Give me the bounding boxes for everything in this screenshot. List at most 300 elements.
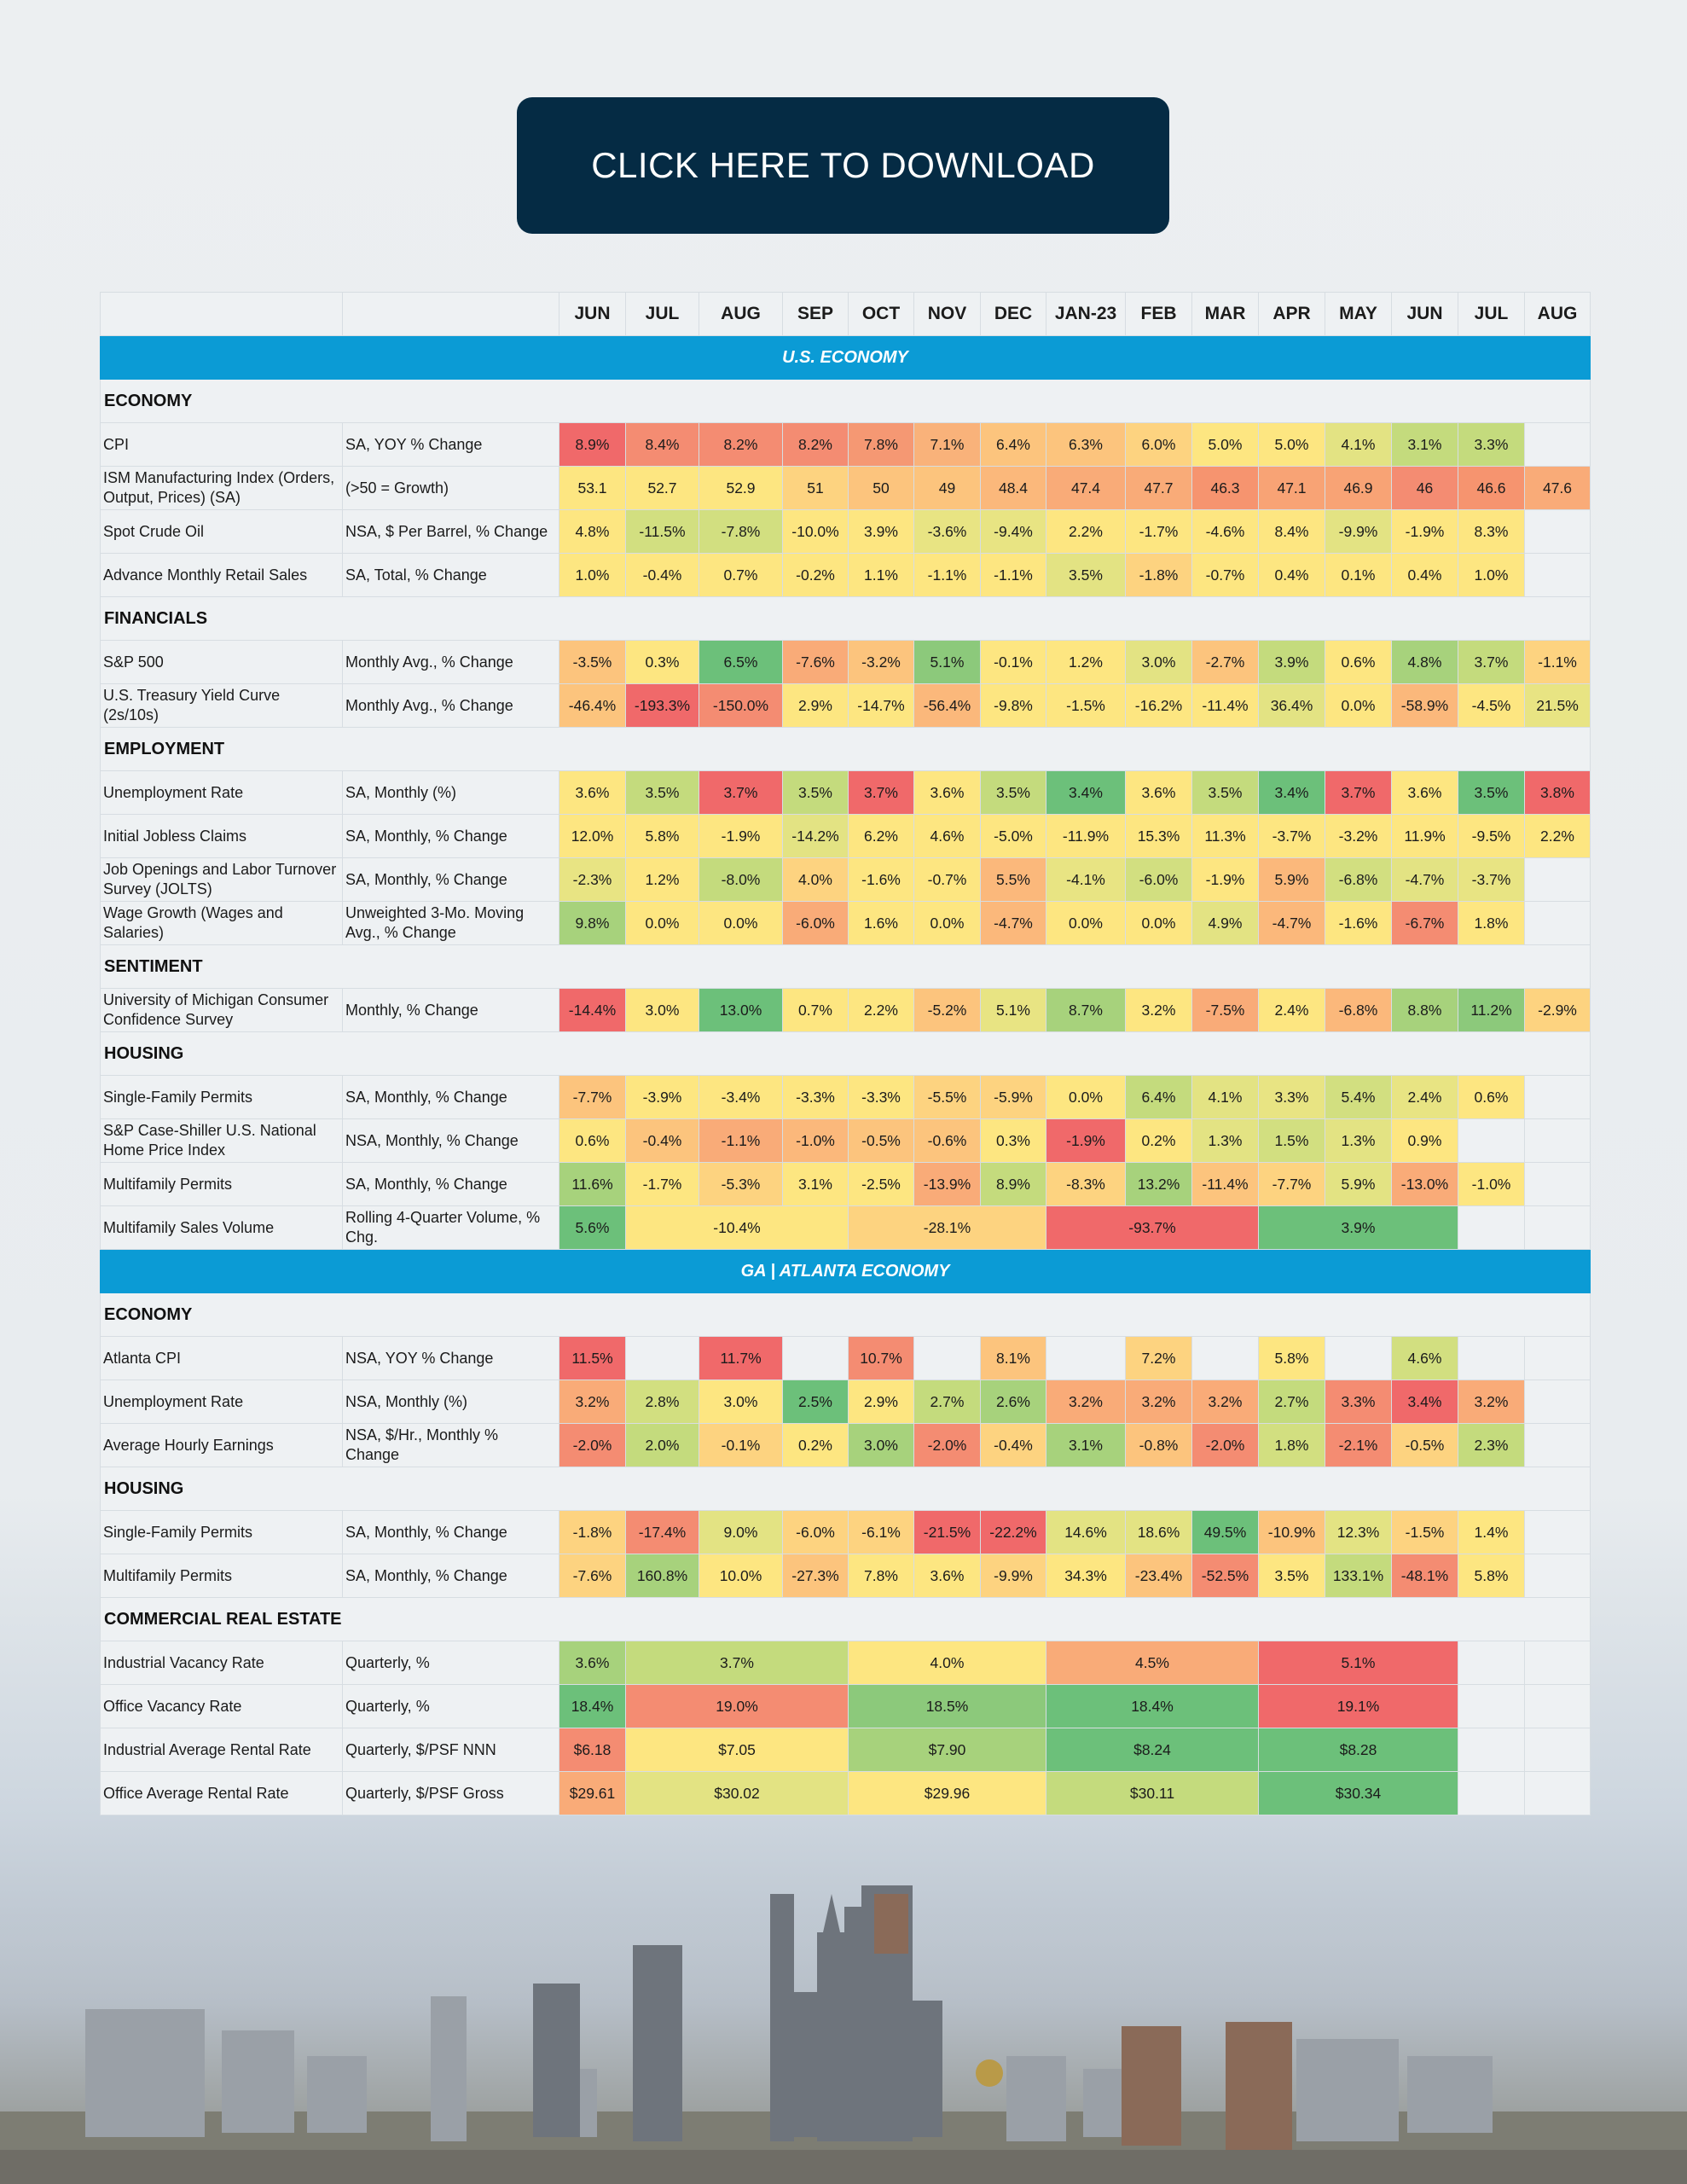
value-cell: -93.7% <box>1046 1206 1259 1250</box>
value-cell: 8.1% <box>981 1337 1046 1380</box>
value-cell: -9.4% <box>981 510 1046 554</box>
value-cell: -1.8% <box>1126 554 1192 597</box>
value-cell: 3.0% <box>1126 641 1192 684</box>
value-cell: -6.0% <box>783 1511 849 1554</box>
indicator-name: Advance Monthly Retail Sales <box>101 554 343 597</box>
value-cell: -3.9% <box>626 1076 699 1119</box>
value-cell: 3.4% <box>1392 1380 1458 1424</box>
value-cell: 0.4% <box>1392 554 1458 597</box>
value-cell: 3.6% <box>1392 771 1458 815</box>
value-cell: 0.9% <box>1392 1119 1458 1163</box>
value-cell: 18.4% <box>1046 1685 1259 1728</box>
value-cell: 7.8% <box>849 1554 914 1598</box>
value-cell: 3.9% <box>849 510 914 554</box>
value-cell: 0.0% <box>1046 902 1126 945</box>
value-cell: -14.4% <box>559 989 626 1032</box>
empty-cell <box>1458 1119 1525 1163</box>
value-cell: 47.7 <box>1126 467 1192 510</box>
value-cell: -0.4% <box>626 1119 699 1163</box>
value-cell: -58.9% <box>1392 684 1458 728</box>
value-cell: 3.9% <box>1259 641 1325 684</box>
value-cell: 5.8% <box>1259 1337 1325 1380</box>
value-cell: 11.3% <box>1192 815 1259 858</box>
value-cell: 1.0% <box>1458 554 1525 597</box>
value-cell: 4.6% <box>914 815 981 858</box>
section-banner-row <box>101 1250 1591 1293</box>
value-cell: 48.4 <box>981 467 1046 510</box>
value-cell: -56.4% <box>914 684 981 728</box>
value-cell: -1.7% <box>626 1163 699 1206</box>
value-cell: 18.5% <box>849 1685 1046 1728</box>
indicator-name: Multifamily Permits <box>101 1554 343 1598</box>
empty-cell <box>1325 1337 1392 1380</box>
value-cell: $7.05 <box>626 1728 849 1772</box>
indicator-unit: SA, Monthly, % Change <box>343 1163 559 1206</box>
value-cell: 3.3% <box>1259 1076 1325 1119</box>
value-cell: 8.2% <box>783 423 849 467</box>
value-cell: -9.9% <box>981 1554 1046 1598</box>
empty-cell <box>1525 902 1591 945</box>
value-cell: -5.0% <box>981 815 1046 858</box>
value-cell: 0.6% <box>1325 641 1392 684</box>
value-cell: -1.0% <box>1458 1163 1525 1206</box>
category-title: HOUSING <box>101 1467 1591 1511</box>
value-cell: -0.4% <box>981 1424 1046 1467</box>
value-cell: 3.6% <box>1126 771 1192 815</box>
value-cell: 7.1% <box>914 423 981 467</box>
value-cell: 3.3% <box>1325 1380 1392 1424</box>
value-cell: -1.9% <box>1192 858 1259 902</box>
value-cell: -3.3% <box>783 1076 849 1119</box>
value-cell: 5.6% <box>559 1206 626 1250</box>
value-cell: -3.2% <box>1325 815 1392 858</box>
value-cell: 13.0% <box>699 989 783 1032</box>
indicator-unit: SA, Monthly (%) <box>343 771 559 815</box>
month-header: DEC <box>981 293 1046 336</box>
value-cell: 4.5% <box>1046 1641 1259 1685</box>
value-cell: 11.9% <box>1392 815 1458 858</box>
value-cell: 2.2% <box>1525 815 1591 858</box>
value-cell: 2.2% <box>1046 510 1126 554</box>
value-cell: -27.3% <box>783 1554 849 1598</box>
value-cell: -2.0% <box>914 1424 981 1467</box>
value-cell: 5.0% <box>1259 423 1325 467</box>
month-header: JAN-23 <box>1046 293 1126 336</box>
value-cell: 3.7% <box>1458 641 1525 684</box>
value-cell: 49.5% <box>1192 1511 1259 1554</box>
indicator-name: Unemployment Rate <box>101 1380 343 1424</box>
value-cell: -10.4% <box>626 1206 849 1250</box>
indicator-unit: Quarterly, $/PSF NNN <box>343 1728 559 1772</box>
value-cell: 3.4% <box>1046 771 1126 815</box>
empty-cell <box>1525 1206 1591 1250</box>
value-cell: 6.4% <box>1126 1076 1192 1119</box>
value-cell: -5.9% <box>981 1076 1046 1119</box>
value-cell: 4.0% <box>783 858 849 902</box>
value-cell: 3.2% <box>559 1380 626 1424</box>
header-blank-name <box>101 293 343 336</box>
value-cell: 36.4% <box>1259 684 1325 728</box>
value-cell: 6.0% <box>1126 423 1192 467</box>
table-row <box>101 858 1591 902</box>
month-header: NOV <box>914 293 981 336</box>
value-cell: 3.4% <box>1259 771 1325 815</box>
table-row <box>101 771 1591 815</box>
indicator-unit: Monthly Avg., % Change <box>343 684 559 728</box>
indicator-name: S&P 500 <box>101 641 343 684</box>
value-cell: 3.6% <box>559 1641 626 1685</box>
value-cell: 0.6% <box>1458 1076 1525 1119</box>
value-cell: 0.1% <box>1325 554 1392 597</box>
download-button[interactable]: CLICK HERE TO DOWNLOAD <box>517 97 1169 234</box>
indicator-unit: Quarterly, % <box>343 1641 559 1685</box>
empty-cell <box>1458 1641 1525 1685</box>
category-row <box>101 1598 1591 1641</box>
value-cell: -4.1% <box>1046 858 1126 902</box>
indicator-unit: SA, Total, % Change <box>343 554 559 597</box>
indicator-unit: Unweighted 3-Mo. Moving Avg., % Change <box>343 902 559 945</box>
value-cell: 10.7% <box>849 1337 914 1380</box>
indicator-name: Single-Family Permits <box>101 1511 343 1554</box>
value-cell: 34.3% <box>1046 1554 1126 1598</box>
value-cell: -0.1% <box>699 1424 783 1467</box>
value-cell: -7.7% <box>559 1076 626 1119</box>
value-cell: -6.7% <box>1392 902 1458 945</box>
table-row <box>101 1641 1591 1685</box>
indicator-name: S&P Case-Shiller U.S. National Home Price Index <box>101 1119 343 1163</box>
value-cell: 2.0% <box>626 1424 699 1467</box>
value-cell: -14.2% <box>783 815 849 858</box>
value-cell: 3.3% <box>1458 423 1525 467</box>
value-cell: 7.2% <box>1126 1337 1192 1380</box>
value-cell: -1.9% <box>1046 1119 1126 1163</box>
value-cell: 2.4% <box>1259 989 1325 1032</box>
value-cell: -3.5% <box>559 641 626 684</box>
empty-cell <box>1458 1206 1525 1250</box>
value-cell: 4.6% <box>1392 1337 1458 1380</box>
value-cell: -2.3% <box>559 858 626 902</box>
value-cell: -6.8% <box>1325 858 1392 902</box>
value-cell: 6.3% <box>1046 423 1126 467</box>
value-cell: 2.6% <box>981 1380 1046 1424</box>
table-row <box>101 1163 1591 1206</box>
value-cell: 19.1% <box>1259 1685 1458 1728</box>
table-row <box>101 1554 1591 1598</box>
value-cell: -11.5% <box>626 510 699 554</box>
value-cell: 10.0% <box>699 1554 783 1598</box>
empty-cell <box>1525 1380 1591 1424</box>
category-title: EMPLOYMENT <box>101 728 1591 771</box>
value-cell: -6.1% <box>849 1511 914 1554</box>
value-cell: -6.8% <box>1325 989 1392 1032</box>
value-cell: 6.4% <box>981 423 1046 467</box>
value-cell: 6.2% <box>849 815 914 858</box>
value-cell: 0.2% <box>1126 1119 1192 1163</box>
indicator-name: Industrial Average Rental Rate <box>101 1728 343 1772</box>
value-cell: 53.1 <box>559 467 626 510</box>
value-cell: 3.7% <box>626 1641 849 1685</box>
empty-cell <box>1525 1554 1591 1598</box>
value-cell: 47.4 <box>1046 467 1126 510</box>
table-row <box>101 641 1591 684</box>
value-cell: 5.1% <box>981 989 1046 1032</box>
value-cell: 0.0% <box>914 902 981 945</box>
value-cell: -0.4% <box>626 554 699 597</box>
value-cell: 5.1% <box>1259 1641 1458 1685</box>
value-cell: -7.8% <box>699 510 783 554</box>
value-cell: -3.7% <box>1458 858 1525 902</box>
value-cell: 3.9% <box>1259 1206 1458 1250</box>
value-cell: -4.6% <box>1192 510 1259 554</box>
category-title: ECONOMY <box>101 1293 1591 1337</box>
table-row <box>101 1076 1591 1119</box>
value-cell: 2.2% <box>849 989 914 1032</box>
value-cell: -3.3% <box>849 1076 914 1119</box>
section-title: U.S. ECONOMY <box>101 336 1591 380</box>
value-cell: 3.5% <box>1046 554 1126 597</box>
value-cell: -2.7% <box>1192 641 1259 684</box>
value-cell: -150.0% <box>699 684 783 728</box>
value-cell: 8.4% <box>1259 510 1325 554</box>
value-cell: $29.96 <box>849 1772 1046 1815</box>
table-row <box>101 1772 1591 1815</box>
month-header: APR <box>1259 293 1325 336</box>
empty-cell <box>1192 1337 1259 1380</box>
section-banner-row <box>101 336 1591 380</box>
value-cell: -23.4% <box>1126 1554 1192 1598</box>
value-cell: 3.7% <box>699 771 783 815</box>
indicator-unit: SA, Monthly, % Change <box>343 1511 559 1554</box>
indicator-name: Industrial Vacancy Rate <box>101 1641 343 1685</box>
indicator-unit: NSA, $ Per Barrel, % Change <box>343 510 559 554</box>
value-cell: 3.0% <box>626 989 699 1032</box>
indicator-name: Multifamily Sales Volume <box>101 1206 343 1250</box>
indicator-unit: Rolling 4-Quarter Volume, % Chg. <box>343 1206 559 1250</box>
value-cell: 3.5% <box>1192 771 1259 815</box>
value-cell: 0.0% <box>1046 1076 1126 1119</box>
value-cell: 2.5% <box>783 1380 849 1424</box>
table-row <box>101 684 1591 728</box>
value-cell: -52.5% <box>1192 1554 1259 1598</box>
value-cell: 0.0% <box>626 902 699 945</box>
table-row <box>101 1337 1591 1380</box>
value-cell: 3.0% <box>699 1380 783 1424</box>
value-cell: $6.18 <box>559 1728 626 1772</box>
empty-cell <box>1458 1772 1525 1815</box>
value-cell: -0.2% <box>783 554 849 597</box>
table-row <box>101 1380 1591 1424</box>
value-cell: 0.7% <box>783 989 849 1032</box>
value-cell: 8.8% <box>1392 989 1458 1032</box>
value-cell: 5.1% <box>914 641 981 684</box>
value-cell: 18.4% <box>559 1685 626 1728</box>
table-row <box>101 467 1591 510</box>
value-cell: -1.9% <box>699 815 783 858</box>
value-cell: 49 <box>914 467 981 510</box>
month-header: AUG <box>699 293 783 336</box>
value-cell: -17.4% <box>626 1511 699 1554</box>
value-cell: 3.6% <box>914 771 981 815</box>
table-row <box>101 902 1591 945</box>
value-cell: -4.5% <box>1458 684 1525 728</box>
value-cell: 5.5% <box>981 858 1046 902</box>
empty-cell <box>1525 1119 1591 1163</box>
value-cell: 8.2% <box>699 423 783 467</box>
value-cell: -22.2% <box>981 1511 1046 1554</box>
value-cell: $30.11 <box>1046 1772 1259 1815</box>
category-row <box>101 1467 1591 1511</box>
indicator-unit: NSA, YOY % Change <box>343 1337 559 1380</box>
indicator-name: Job Openings and Labor Turnover Survey (JOLTS) <box>101 858 343 902</box>
value-cell: 12.3% <box>1325 1511 1392 1554</box>
empty-cell <box>1458 1685 1525 1728</box>
value-cell: 2.3% <box>1458 1424 1525 1467</box>
empty-cell <box>1458 1728 1525 1772</box>
empty-cell <box>1458 1337 1525 1380</box>
indicator-name: Wage Growth (Wages and Salaries) <box>101 902 343 945</box>
category-title: COMMERCIAL REAL ESTATE <box>101 1598 1591 1641</box>
value-cell: 3.5% <box>981 771 1046 815</box>
value-cell: -1.6% <box>849 858 914 902</box>
value-cell: -0.8% <box>1126 1424 1192 1467</box>
table-row <box>101 554 1591 597</box>
value-cell: 3.5% <box>1259 1554 1325 1598</box>
value-cell: -1.0% <box>783 1119 849 1163</box>
header-blank-unit <box>343 293 559 336</box>
table-row <box>101 1685 1591 1728</box>
indicator-unit: Monthly Avg., % Change <box>343 641 559 684</box>
value-cell: 52.9 <box>699 467 783 510</box>
indicator-name: U.S. Treasury Yield Curve (2s/10s) <box>101 684 343 728</box>
value-cell: 2.8% <box>626 1380 699 1424</box>
value-cell: 4.8% <box>1392 641 1458 684</box>
indicator-name: Unemployment Rate <box>101 771 343 815</box>
value-cell: -1.1% <box>914 554 981 597</box>
empty-cell <box>1525 1728 1591 1772</box>
value-cell: 3.6% <box>559 771 626 815</box>
empty-cell <box>1525 1685 1591 1728</box>
value-cell: -1.6% <box>1325 902 1392 945</box>
value-cell: -0.5% <box>1392 1424 1458 1467</box>
month-header: AUG <box>1525 293 1591 336</box>
value-cell: 3.2% <box>1046 1380 1126 1424</box>
indicator-unit: Quarterly, $/PSF Gross <box>343 1772 559 1815</box>
value-cell: -10.9% <box>1259 1511 1325 1554</box>
value-cell: 12.0% <box>559 815 626 858</box>
value-cell: 51 <box>783 467 849 510</box>
value-cell: -1.9% <box>1392 510 1458 554</box>
value-cell: 50 <box>849 467 914 510</box>
value-cell: 8.9% <box>981 1163 1046 1206</box>
month-header: JUN <box>1392 293 1458 336</box>
empty-cell <box>1046 1337 1126 1380</box>
value-cell: -5.3% <box>699 1163 783 1206</box>
value-cell: $30.34 <box>1259 1772 1458 1815</box>
value-cell: 5.0% <box>1192 423 1259 467</box>
value-cell: -13.0% <box>1392 1163 1458 1206</box>
indicator-unit: NSA, Monthly, % Change <box>343 1119 559 1163</box>
table-body <box>101 336 1591 1815</box>
value-cell: -7.6% <box>783 641 849 684</box>
value-cell: -7.7% <box>1259 1163 1325 1206</box>
value-cell: 21.5% <box>1525 684 1591 728</box>
value-cell: 160.8% <box>626 1554 699 1598</box>
value-cell: 1.1% <box>849 554 914 597</box>
value-cell: 14.6% <box>1046 1511 1126 1554</box>
value-cell: -1.5% <box>1046 684 1126 728</box>
table-row <box>101 989 1591 1032</box>
value-cell: -6.0% <box>783 902 849 945</box>
value-cell: 2.7% <box>1259 1380 1325 1424</box>
empty-cell <box>1525 1163 1591 1206</box>
month-header-row <box>101 293 1591 336</box>
value-cell: 1.5% <box>1259 1119 1325 1163</box>
indicator-name: Office Average Rental Rate <box>101 1772 343 1815</box>
value-cell: 3.7% <box>1325 771 1392 815</box>
value-cell: 2.7% <box>914 1380 981 1424</box>
empty-cell <box>1525 1076 1591 1119</box>
value-cell: 8.3% <box>1458 510 1525 554</box>
table-row <box>101 1728 1591 1772</box>
value-cell: 52.7 <box>626 467 699 510</box>
indicator-unit: SA, YOY % Change <box>343 423 559 467</box>
value-cell: 0.3% <box>626 641 699 684</box>
indicator-name: Multifamily Permits <box>101 1163 343 1206</box>
value-cell: -193.3% <box>626 684 699 728</box>
value-cell: 0.2% <box>783 1424 849 1467</box>
value-cell: 9.8% <box>559 902 626 945</box>
value-cell: -5.2% <box>914 989 981 1032</box>
value-cell: -8.0% <box>699 858 783 902</box>
empty-cell <box>1525 510 1591 554</box>
category-row <box>101 945 1591 989</box>
empty-cell <box>1525 423 1591 467</box>
value-cell: 3.1% <box>783 1163 849 1206</box>
category-title: HOUSING <box>101 1032 1591 1076</box>
empty-cell <box>1525 1641 1591 1685</box>
value-cell: -2.5% <box>849 1163 914 1206</box>
value-cell: $7.90 <box>849 1728 1046 1772</box>
value-cell: -5.5% <box>914 1076 981 1119</box>
value-cell: -0.6% <box>914 1119 981 1163</box>
value-cell: 0.0% <box>1126 902 1192 945</box>
value-cell: 11.2% <box>1458 989 1525 1032</box>
month-header: MAY <box>1325 293 1392 336</box>
value-cell: 47.1 <box>1259 467 1325 510</box>
value-cell: 18.6% <box>1126 1511 1192 1554</box>
value-cell: 4.1% <box>1192 1076 1259 1119</box>
month-header: OCT <box>849 293 914 336</box>
value-cell: -0.5% <box>849 1119 914 1163</box>
value-cell: -1.7% <box>1126 510 1192 554</box>
value-cell: 4.8% <box>559 510 626 554</box>
value-cell: -4.7% <box>1392 858 1458 902</box>
table-row <box>101 423 1591 467</box>
value-cell: -10.0% <box>783 510 849 554</box>
value-cell: -48.1% <box>1392 1554 1458 1598</box>
value-cell: -11.4% <box>1192 1163 1259 1206</box>
value-cell: $8.24 <box>1046 1728 1259 1772</box>
indicator-name: Atlanta CPI <box>101 1337 343 1380</box>
value-cell: 11.6% <box>559 1163 626 1206</box>
value-cell: -13.9% <box>914 1163 981 1206</box>
value-cell: 3.6% <box>914 1554 981 1598</box>
value-cell: 9.0% <box>699 1511 783 1554</box>
category-row <box>101 1293 1591 1337</box>
value-cell: 1.2% <box>1046 641 1126 684</box>
table-row <box>101 1119 1591 1163</box>
value-cell: 5.4% <box>1325 1076 1392 1119</box>
